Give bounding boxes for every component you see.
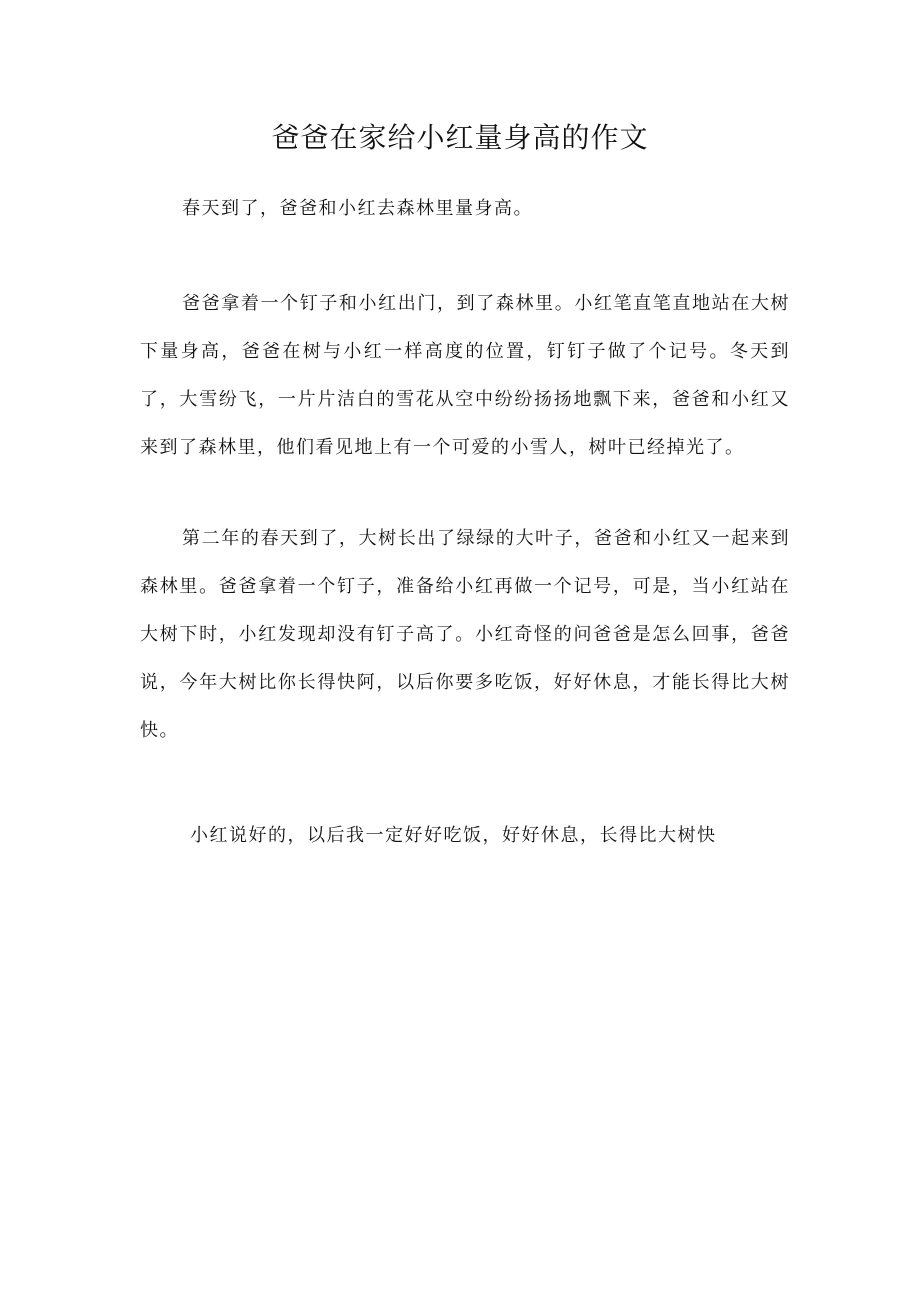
paragraph-1: 春天到了，爸爸和小红去森林里量身高。 xyxy=(182,198,533,219)
document-title: 爸爸在家给小红量身高的作文 xyxy=(271,121,649,154)
paragraph-4: 小红说好的，以后我一定好好吃饭，好好休息，长得比大树快 xyxy=(190,825,717,846)
paragraph-3: 第二年的春天到了，大树长出了绿绿的大叶子，爸爸和小红又一起来到森林里。爸爸拿着一个钉子，准备给小红再做一个记号，可是，当小红站在大树下时，小红发现却没有钉子高了。小红奇怪的问爸爸是怎么回事，爸爸说，今年大树比你长得快阿，以后你要多吃饭，好好休息，才能长得比大树快。 xyxy=(140,528,790,741)
paragraph-2: 爸爸拿着一个钉子和小红出门，到了森林里。小红笔直笔直地站在大树下量身高，爸爸在树与小红一样高度的位置，钉钉子做了个记号。冬天到了，大雪纷飞，一片片洁白的雪花从空中纷纷扬扬地飘下来，爸爸和小红又来到了森林里，他们看见地上有一个可爱的小雪人，树叶已经掉光了。 xyxy=(140,293,790,458)
